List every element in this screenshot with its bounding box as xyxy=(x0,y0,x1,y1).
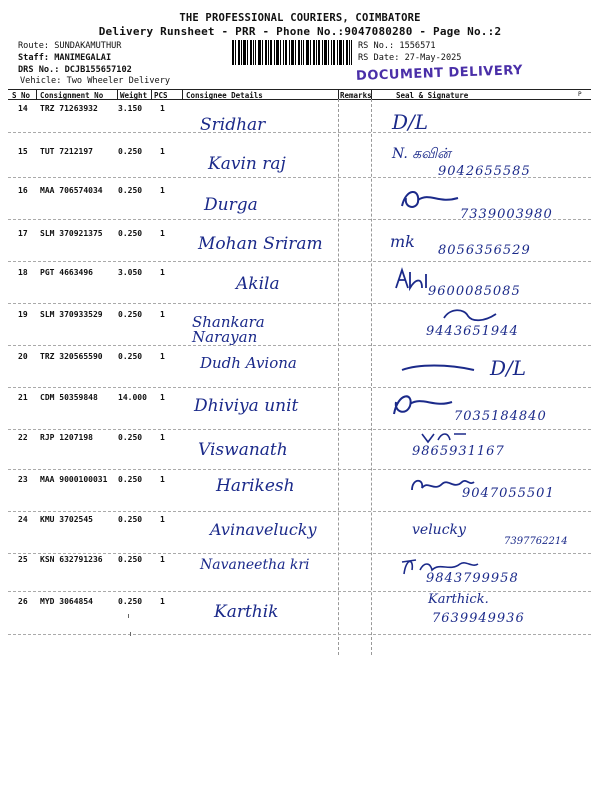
phone-number: 9042655585 xyxy=(438,164,531,179)
signature: D/L xyxy=(392,110,429,134)
row-sno: 19 xyxy=(18,310,28,319)
row-pcs: 1 xyxy=(160,104,165,113)
col-header-seal-signature: Seal & Signature xyxy=(396,91,469,100)
row-weight: 0.250 xyxy=(118,147,143,156)
consignee-name: Durga xyxy=(204,195,258,215)
signature: velucky xyxy=(412,522,466,538)
col-header-weight: Weight xyxy=(120,91,148,100)
document-title: THE PROFESSIONAL COURIERS, COIMBATORE xyxy=(179,12,421,24)
row-pcs: 1 xyxy=(160,147,165,156)
row-weight: 3.050 xyxy=(118,268,143,277)
tick-mark xyxy=(128,614,129,618)
rs-date: RS Date: 27-May-2025 xyxy=(358,53,462,63)
row-sno: 26 xyxy=(18,597,28,606)
consignee-name: Karthik xyxy=(214,602,279,622)
row-sno: 14 xyxy=(18,104,28,113)
barcode-icon xyxy=(232,40,352,65)
phone-number: 9443651944 xyxy=(426,324,519,339)
row-consignment: KSN 632791236 xyxy=(40,555,103,564)
consignee-name: Dudh Aviona xyxy=(200,354,297,372)
consignee-name: Dhiviya unit xyxy=(194,396,299,416)
drs-number: DRS No.: DCJB155657102 xyxy=(18,65,132,75)
row-weight: 0.250 xyxy=(118,186,143,195)
col-header-pcs: PCS xyxy=(154,91,168,100)
row-weight: 14.000 xyxy=(118,393,147,402)
row-weight: 0.250 xyxy=(118,475,143,484)
row-weight: 0.250 xyxy=(118,597,143,606)
consignee-name: Navaneetha kri xyxy=(200,557,310,573)
signature xyxy=(388,388,458,418)
consignee-name: Avinavelucky xyxy=(210,520,317,539)
tick-mark xyxy=(130,632,131,636)
row-sno: 23 xyxy=(18,475,28,484)
row-sno: 25 xyxy=(18,555,28,564)
row-sno: 20 xyxy=(18,352,28,361)
consignee-name: Mohan Sriram xyxy=(198,234,323,254)
row-consignment: KMU 3702545 xyxy=(40,515,93,524)
signature xyxy=(392,266,432,292)
row-pcs: 1 xyxy=(160,597,165,606)
row-consignment: SLM 370933529 xyxy=(40,310,103,319)
consignee-name: Akila xyxy=(236,274,280,294)
row-sno: 15 xyxy=(18,147,28,156)
row-pcs: 1 xyxy=(160,515,165,524)
consignee-name: Kavin raj xyxy=(208,154,286,174)
row-consignment: MYD 3064854 xyxy=(40,597,93,606)
row-consignment: RJP 1207198 xyxy=(40,433,93,442)
consignee-name: Harikesh xyxy=(216,476,295,496)
rs-number: RS No.: 1556571 xyxy=(358,41,436,51)
row-sno: 18 xyxy=(18,268,28,277)
strikethrough-mark xyxy=(398,360,478,376)
document-delivery-stamp: DOCUMENT DELIVERY xyxy=(355,63,524,84)
row-sno: 16 xyxy=(18,186,28,195)
col-header-consignee: Consignee Details xyxy=(186,91,263,100)
row-consignment: CDM 50359848 xyxy=(40,393,98,402)
row-consignment: MAA 9000100031 xyxy=(40,475,108,484)
signature: D/L xyxy=(490,356,527,380)
phone-number: 8056356529 xyxy=(438,243,531,258)
row-weight: 0.250 xyxy=(118,310,143,319)
row-sno: 22 xyxy=(18,433,28,442)
row-sno: 21 xyxy=(18,393,28,402)
vehicle-label: Vehicle: Two Wheeler Delivery xyxy=(20,76,171,86)
consignee-name: Shankara Narayan xyxy=(192,313,265,346)
row-pcs: 1 xyxy=(160,310,165,319)
col-header-consignment: Consignment No xyxy=(40,91,104,100)
phone-number: 7035184840 xyxy=(454,409,547,424)
row-sno: 17 xyxy=(18,229,28,238)
col-header-remarks: Remarks xyxy=(340,91,372,100)
row-sno: 24 xyxy=(18,515,28,524)
row-weight: 3.150 xyxy=(118,104,143,113)
row-consignment: TRZ 71263932 xyxy=(40,104,98,113)
col-header-mark: P xyxy=(578,91,582,98)
signature: mk xyxy=(390,232,415,251)
phone-number: 7397762214 xyxy=(504,536,568,547)
signature: N. கவின் xyxy=(392,146,451,162)
row-weight: 0.250 xyxy=(118,352,143,361)
row-consignment: PGT 4663496 xyxy=(40,268,93,277)
row-consignment: TUT 7212197 xyxy=(40,147,93,156)
row-pcs: 1 xyxy=(160,186,165,195)
row-pcs: 1 xyxy=(160,555,165,564)
document-subtitle: Delivery Runsheet - PRR - Phone No.:9047080280 - Page No.:2 xyxy=(98,25,502,38)
signature: Karthick. xyxy=(428,592,489,607)
phone-number: 9865931167 xyxy=(412,444,505,459)
phone-number: 9600085085 xyxy=(428,284,521,299)
row-pcs: 1 xyxy=(160,229,165,238)
row-consignment: MAA 706574034 xyxy=(40,186,103,195)
phone-number: 7639949936 xyxy=(432,611,525,626)
row-weight: 0.250 xyxy=(118,555,143,564)
row-weight: 0.250 xyxy=(118,229,143,238)
row-pcs: 1 xyxy=(160,268,165,277)
signature xyxy=(398,186,468,212)
consignee-name: Sridhar xyxy=(200,115,266,135)
phone-number: 7339003980 xyxy=(460,207,553,222)
signature xyxy=(440,306,500,326)
row-weight: 0.250 xyxy=(118,515,143,524)
row-consignment: TRZ 320565590 xyxy=(40,352,103,361)
row-weight: 0.250 xyxy=(118,433,143,442)
staff-label: Staff: MANIMEGALAI xyxy=(18,53,112,63)
phone-number: 9843799958 xyxy=(426,571,519,586)
route-label: Route: SUNDAKAMUTHUR xyxy=(18,41,122,51)
row-pcs: 1 xyxy=(160,433,165,442)
signature xyxy=(420,430,470,444)
consignee-name: Viswanath xyxy=(198,440,288,460)
row-pcs: 1 xyxy=(160,475,165,484)
phone-number: 9047055501 xyxy=(462,486,555,501)
col-header-sno: S No xyxy=(12,91,31,100)
row-consignment: SLM 370921375 xyxy=(40,229,103,238)
row-pcs: 1 xyxy=(160,352,165,361)
row-pcs: 1 xyxy=(160,393,165,402)
